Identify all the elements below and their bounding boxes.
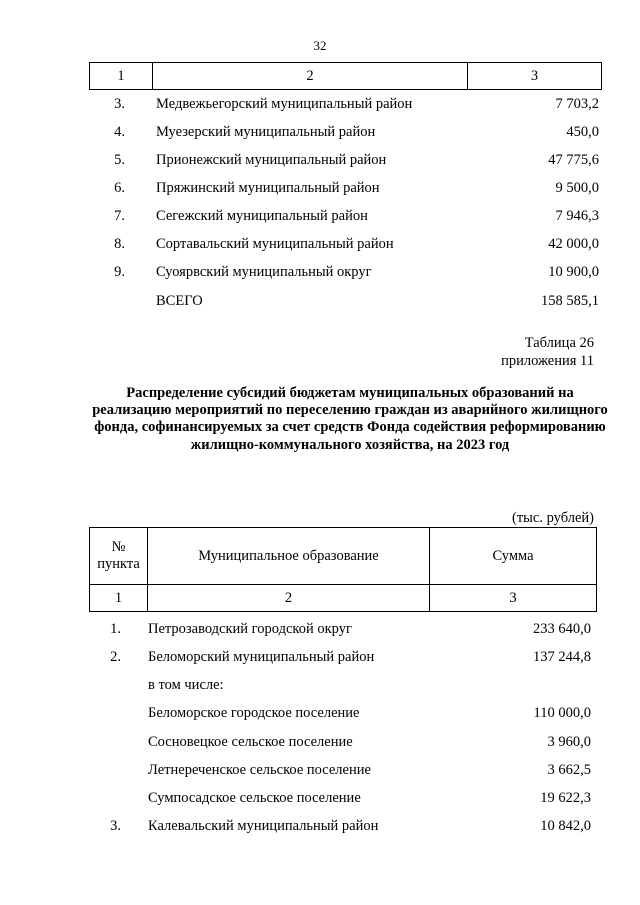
row-value: 137 244,8 [533,649,591,665]
row-value: 47 775,6 [548,152,599,168]
row-name: Петрозаводский городской округ [148,621,352,637]
row-value: 110 000,0 [533,705,591,721]
table-caption-number: Таблица 26 [524,335,594,351]
row-number: 3. [110,818,121,834]
table2-header-col3: Сумма [430,528,597,585]
table1-header-col2: 2 [153,63,468,90]
row-name: Суоярвский муниципальный округ [156,264,372,280]
row-value: 7 703,2 [555,96,599,112]
table2-header-col1 [90,528,148,585]
page-number: 32 [313,38,327,53]
row-value: 7 946,3 [555,208,599,224]
row-value: 158 585,1 [541,293,599,309]
row-name: Калевальский муниципальный район [148,818,379,834]
row-value: 3 662,5 [547,762,591,778]
row-name: Пряжинский муниципальный район [156,180,380,196]
row-number: 7. [114,208,125,224]
table1-header-col1: 1 [90,63,153,90]
row-name: Сосновецкое сельское поселение [148,734,353,750]
table2-header-num1: 1 [90,585,148,612]
row-number: 9. [114,264,125,280]
document-title: Распределение субсидий бюджетам муниципальных образований на реализацию мероприятий по переселению граждан из аварийного жилищного фонда, софинансируемых за счет средств Фонда содействия реформированию жилищно-коммунального хозяйства, на 2023 год [92,385,608,453]
row-value: 450,0 [566,124,599,140]
row-value: 233 640,0 [533,621,591,637]
row-name: Сортавальский муниципальный район [156,236,394,252]
units-label: (тыс. рублей) [512,510,594,526]
row-name: Прионежский муниципальный район [156,152,387,168]
row-number: 2. [110,649,121,665]
table1-header-col3: 3 [468,63,602,90]
row-value: 3 960,0 [547,734,591,750]
row-number: 5. [114,152,125,168]
table2-header-col2: Муниципальное образование [148,528,430,585]
row-name: Летнереченское сельское поселение [148,762,371,778]
table2-header-num3: 3 [430,585,597,612]
row-number: 1. [110,621,121,637]
header-item-label: пункта [97,556,140,572]
table1-header [89,62,602,90]
row-name: Муезерский муниципальный район [156,124,376,140]
row-number: 6. [114,180,125,196]
table2-header-num2: 2 [148,585,430,612]
row-name: Беломорское городское поселение [148,705,360,721]
row-name: Медвежьегорский муниципальный район [156,96,413,112]
table-caption-appendix: приложения 11 [501,353,594,369]
row-name: Беломорский муниципальный район [148,649,375,665]
table2-header [89,527,597,612]
row-value: 19 622,3 [540,790,591,806]
row-name: ВСЕГО [156,293,203,309]
row-name: Сегежский муниципальный район [156,208,368,224]
row-value: 10 842,0 [540,818,591,834]
row-name: в том числе: [148,677,224,693]
row-number: 3. [114,96,125,112]
row-name: Сумпосадское сельское поселение [148,790,361,806]
header-no-sign: № [111,539,126,555]
row-value: 10 900,0 [548,264,599,280]
row-number: 8. [114,236,125,252]
row-value: 9 500,0 [555,180,599,196]
row-value: 42 000,0 [548,236,599,252]
row-number: 4. [114,124,125,140]
